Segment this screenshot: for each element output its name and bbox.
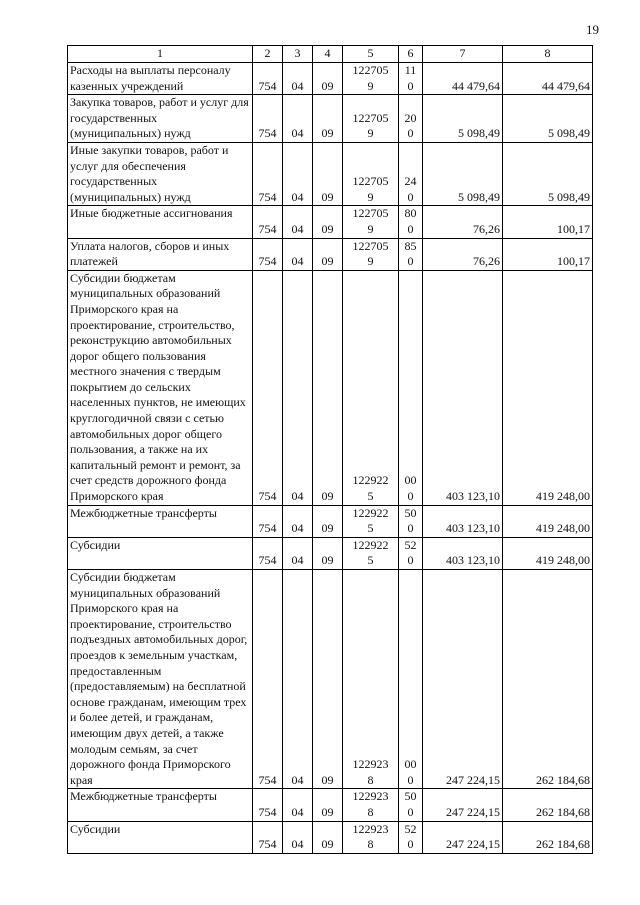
row-name-cell: Межбюджетные трансферты (68, 505, 253, 537)
target-item-cell: 122923 8 (343, 821, 399, 853)
table-row (68, 537, 593, 569)
table-row (68, 63, 593, 95)
amount-year1-cell: 5 098,49 (423, 142, 503, 205)
section-cell: 04 (283, 270, 313, 505)
amount-year1-cell: 5 098,49 (423, 95, 503, 143)
amount-year1-cell: 76,26 (423, 238, 503, 270)
amount-year1-cell: 403 123,10 (423, 270, 503, 505)
row-name-cell: Расходы на выплаты персоналу казенных учреждений (68, 63, 253, 95)
table-row (68, 505, 593, 537)
page-number: 19 (586, 22, 599, 37)
row-name-cell: Субсидии бюджетам муниципальных образований Приморского края на проектирование, строительство подъездных автомобильных дорог, проездов к земельным участкам, предоставленным (предоставляемым) на бесплатной основе гражданам, имеющим трех и более детей, и гражданам, имеющим двух детей, а также молодым семьям, за счет дорожного фонда Приморского края (68, 570, 253, 789)
table-row (68, 821, 593, 853)
target-item-cell: 122705 9 (343, 142, 399, 205)
code-admin-cell: 754 (253, 270, 283, 505)
section-cell: 04 (283, 505, 313, 537)
amount-year1-cell: 247 224,15 (423, 821, 503, 853)
row-name-cell: Закупка товаров, работ и услуг для государственных (муниципальных) нужд (68, 95, 253, 143)
header-cell: 4 (313, 46, 343, 63)
section-cell: 04 (283, 63, 313, 95)
subsection-cell: 09 (313, 142, 343, 205)
expense-type-cell: 52 0 (399, 821, 423, 853)
expense-type-cell: 00 0 (399, 570, 423, 789)
amount-year1-cell: 247 224,15 (423, 789, 503, 821)
header-cell: 1 (68, 46, 253, 63)
section-cell: 04 (283, 95, 313, 143)
header-cell: 5 (343, 46, 399, 63)
target-item-cell: 122705 9 (343, 238, 399, 270)
amount-year1-cell: 247 224,15 (423, 570, 503, 789)
code-admin-cell: 754 (253, 63, 283, 95)
section-cell: 04 (283, 570, 313, 789)
amount-year1-cell: 76,26 (423, 206, 503, 238)
table-row (68, 570, 593, 789)
amount-year2-cell: 262 184,68 (503, 570, 593, 789)
target-item-cell: 122923 8 (343, 789, 399, 821)
header-cell: 3 (283, 46, 313, 63)
amount-year1-cell: 403 123,10 (423, 537, 503, 569)
target-item-cell: 122922 5 (343, 537, 399, 569)
code-admin-cell: 754 (253, 95, 283, 143)
amount-year2-cell: 44 479,64 (503, 63, 593, 95)
amount-year2-cell: 419 248,00 (503, 537, 593, 569)
expense-type-cell: 80 0 (399, 206, 423, 238)
section-cell: 04 (283, 789, 313, 821)
table-row (68, 95, 593, 143)
expense-type-cell: 50 0 (399, 789, 423, 821)
header-cell: 6 (399, 46, 423, 63)
code-admin-cell: 754 (253, 789, 283, 821)
header-row (68, 46, 593, 63)
code-admin-cell: 754 (253, 238, 283, 270)
code-admin-cell: 754 (253, 537, 283, 569)
amount-year2-cell: 262 184,68 (503, 821, 593, 853)
code-admin-cell: 754 (253, 142, 283, 205)
code-admin-cell: 754 (253, 505, 283, 537)
section-cell: 04 (283, 537, 313, 569)
target-item-cell: 122705 9 (343, 206, 399, 238)
expense-type-cell: 20 0 (399, 95, 423, 143)
subsection-cell: 09 (313, 95, 343, 143)
row-name-cell: Субсидии бюджетам муниципальных образований Приморского края на проектирование, строительство, реконструкцию автомобильных дорог общего пользования местного значения с твердым покрытием до сельских населенных пунктов, не имеющих круглогодичной связи с сетью автомобильных дорог общего пользования, а также на их капитальный ремонт и ремонт, за счет средств дорожного фонда Приморского края (68, 270, 253, 505)
section-cell: 04 (283, 238, 313, 270)
subsection-cell: 09 (313, 238, 343, 270)
expense-type-cell: 52 0 (399, 537, 423, 569)
row-name-cell: Субсидии (68, 537, 253, 569)
row-name-cell: Иные закупки товаров, работ и услуг для обеспечения государственных (муниципальных) нужд (68, 142, 253, 205)
header-cell: 2 (253, 46, 283, 63)
amount-year2-cell: 100,17 (503, 238, 593, 270)
subsection-cell: 09 (313, 270, 343, 505)
target-item-cell: 122922 5 (343, 270, 399, 505)
subsection-cell: 09 (313, 789, 343, 821)
amount-year2-cell: 262 184,68 (503, 789, 593, 821)
expense-type-cell: 85 0 (399, 238, 423, 270)
subsection-cell: 09 (313, 570, 343, 789)
target-item-cell: 122705 9 (343, 95, 399, 143)
amount-year2-cell: 419 248,00 (503, 505, 593, 537)
expense-type-cell: 11 0 (399, 63, 423, 95)
amount-year1-cell: 44 479,64 (423, 63, 503, 95)
row-name-cell: Межбюджетные трансферты (68, 789, 253, 821)
table-row (68, 142, 593, 205)
subsection-cell: 09 (313, 206, 343, 238)
row-name-cell: Иные бюджетные ассигнования (68, 206, 253, 238)
header-cell: 8 (503, 46, 593, 63)
target-item-cell: 122705 9 (343, 63, 399, 95)
header-cell: 7 (423, 46, 503, 63)
expense-type-cell: 24 0 (399, 142, 423, 205)
table-row (68, 238, 593, 270)
table-row (68, 789, 593, 821)
amount-year1-cell: 403 123,10 (423, 505, 503, 537)
code-admin-cell: 754 (253, 821, 283, 853)
subsection-cell: 09 (313, 821, 343, 853)
row-name-cell: Уплата налогов, сборов и иных платежей (68, 238, 253, 270)
expense-type-cell: 00 0 (399, 270, 423, 505)
row-name-cell: Субсидии (68, 821, 253, 853)
budget-table (67, 45, 593, 854)
subsection-cell: 09 (313, 63, 343, 95)
code-admin-cell: 754 (253, 570, 283, 789)
section-cell: 04 (283, 821, 313, 853)
target-item-cell: 122922 5 (343, 505, 399, 537)
amount-year2-cell: 5 098,49 (503, 95, 593, 143)
target-item-cell: 122923 8 (343, 570, 399, 789)
table-row (68, 206, 593, 238)
subsection-cell: 09 (313, 505, 343, 537)
code-admin-cell: 754 (253, 206, 283, 238)
expense-type-cell: 50 0 (399, 505, 423, 537)
amount-year2-cell: 419 248,00 (503, 270, 593, 505)
amount-year2-cell: 5 098,49 (503, 142, 593, 205)
section-cell: 04 (283, 206, 313, 238)
table-row (68, 270, 593, 505)
subsection-cell: 09 (313, 537, 343, 569)
section-cell: 04 (283, 142, 313, 205)
amount-year2-cell: 100,17 (503, 206, 593, 238)
